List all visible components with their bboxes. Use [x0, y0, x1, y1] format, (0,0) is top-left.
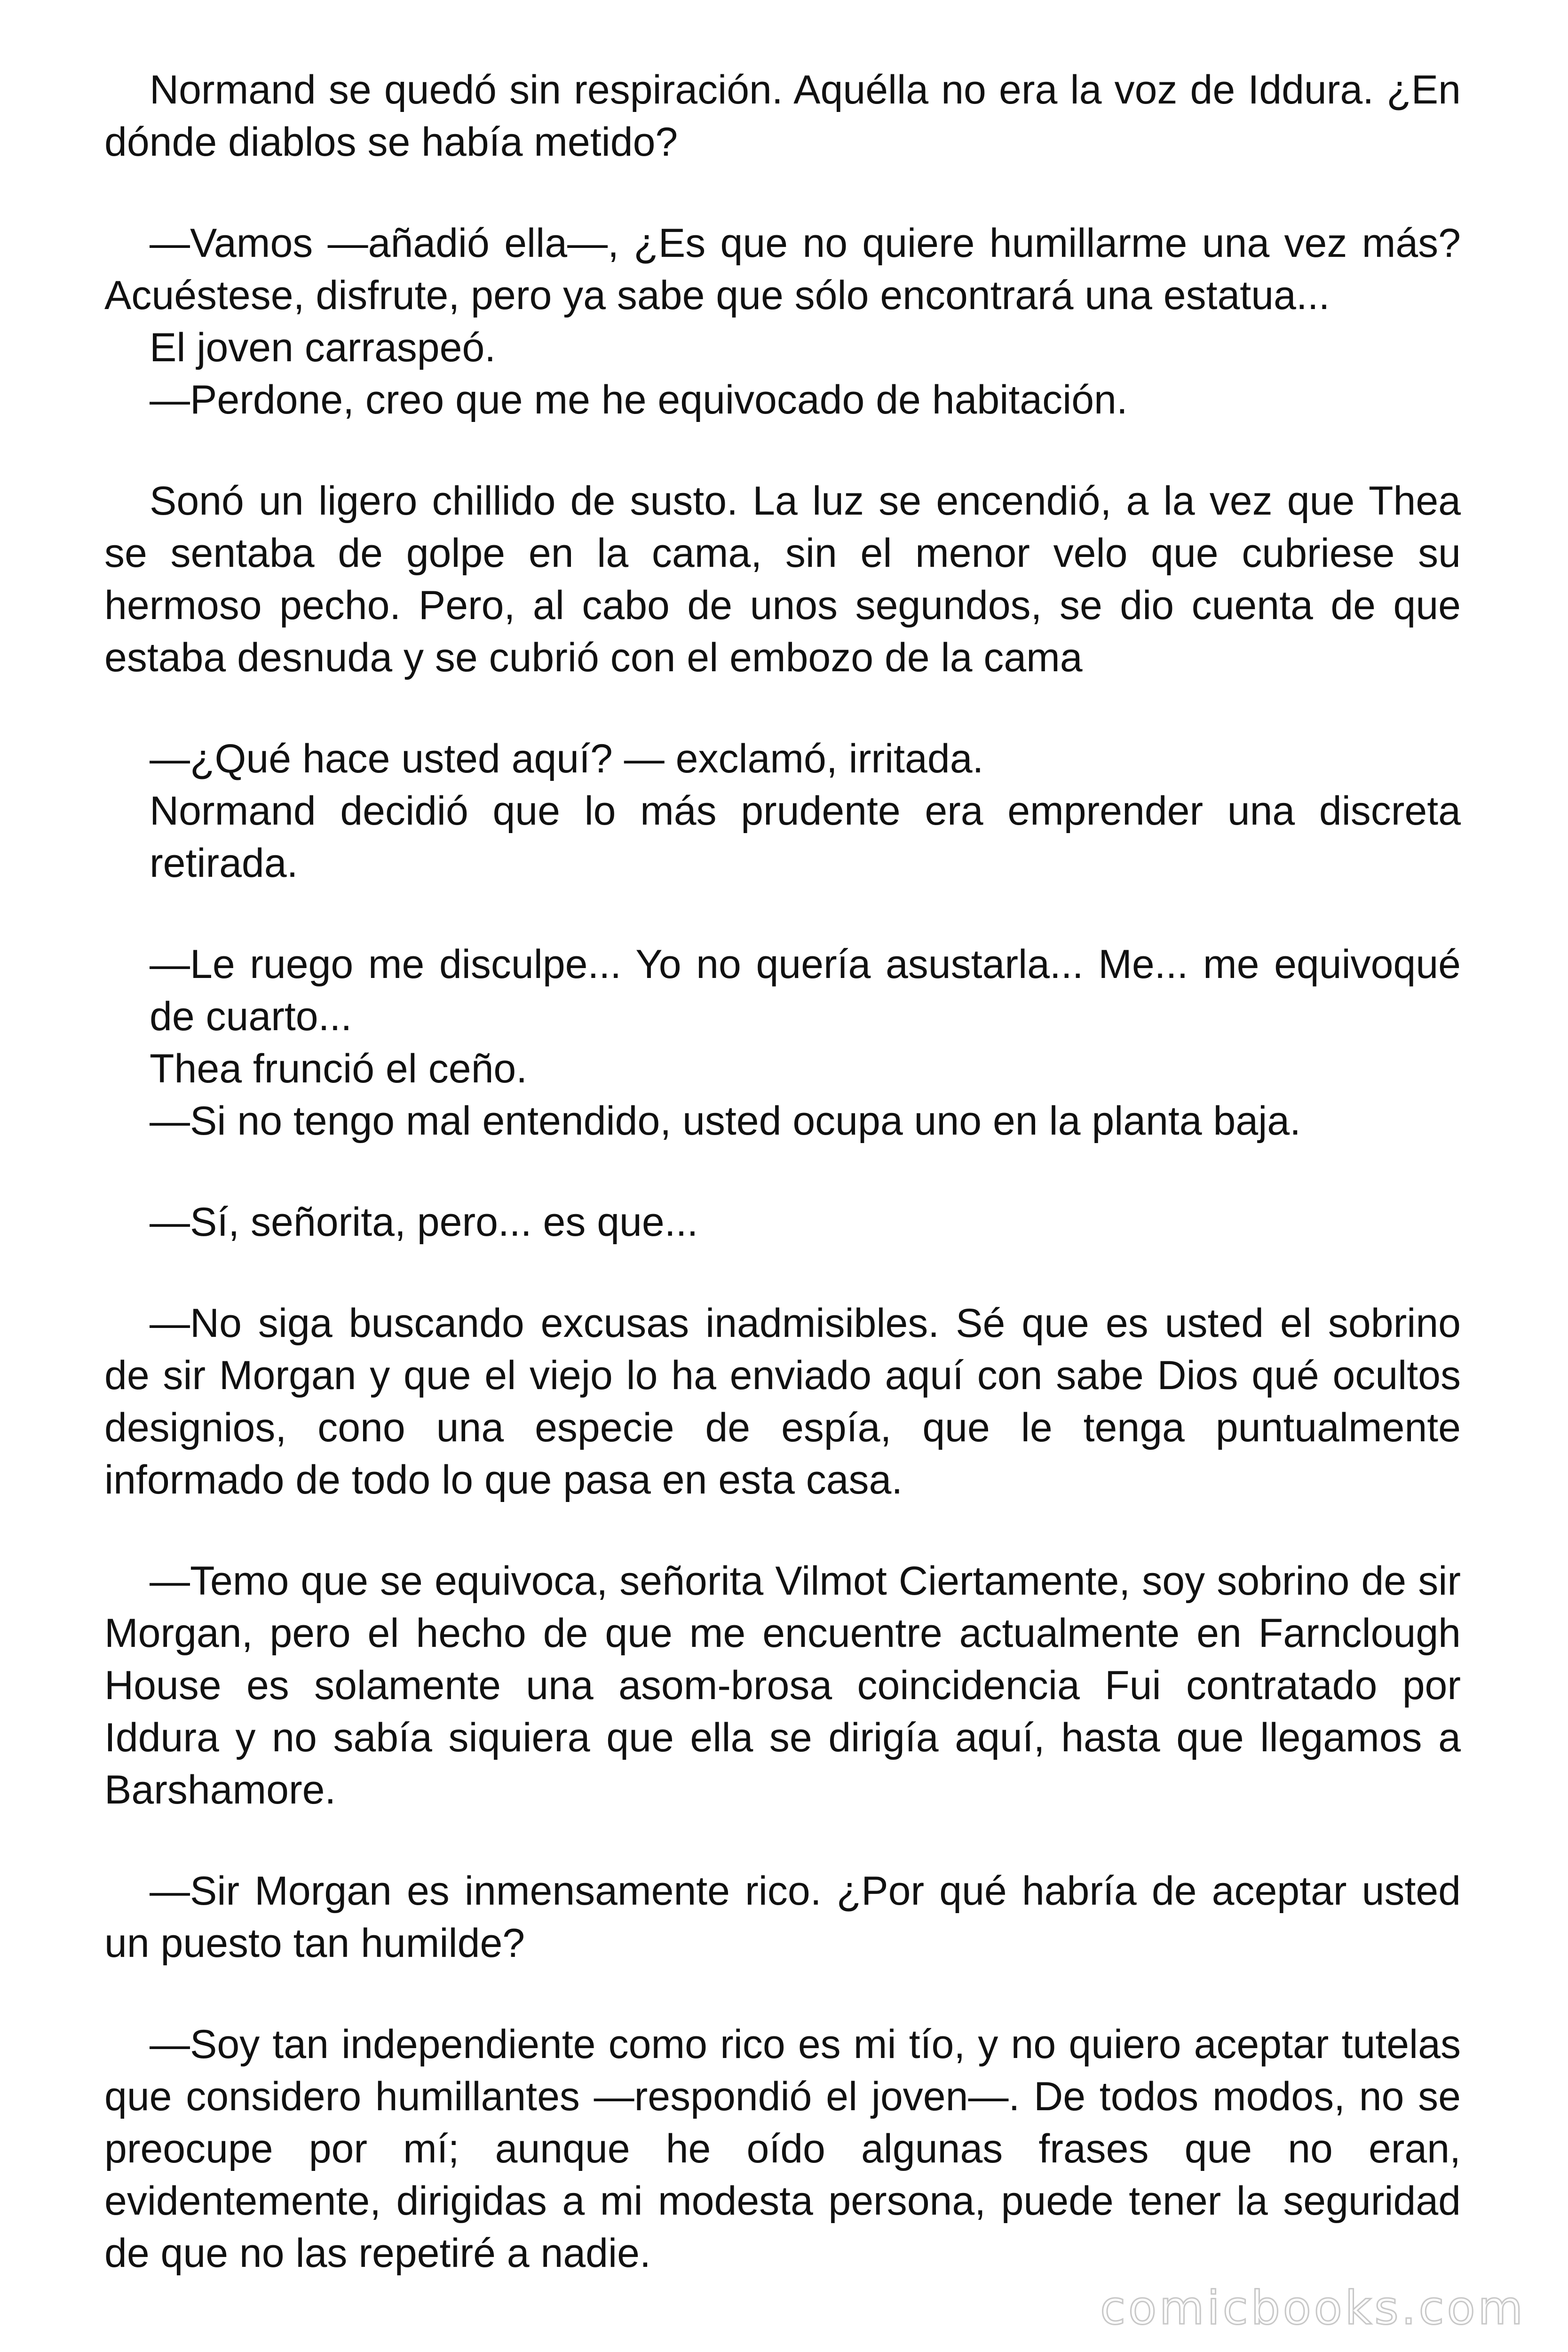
- paragraph: —Sí, señorita, pero... es que...: [150, 1200, 698, 1245]
- indented-block: [104, 733, 1461, 890]
- paragraph: —Le ruego me disculpe... Yo no quería asustarla... Me... me equivoqué de cuarto...: [150, 942, 1461, 1039]
- paragraph: Normand decidió que lo más prudente era emprender una discreta retirada.: [150, 788, 1461, 886]
- text-column: [104, 64, 1461, 2280]
- paragraph: —No siga buscando excusas inadmisibles. Sé que es usted el sobrino de sir Morgan y que el viejo lo ha enviado aquí con sabe Dios qué ocultos designios, cono una especie de espía, que le tenga puntualmente informado de todo lo que pasa en esta casa.: [104, 1301, 1461, 1502]
- paragraph: —¿Qué hace usted aquí? — exclamó, irritada.: [150, 736, 984, 781]
- paragraph: —Si no tengo mal entendido, usted ocupa uno en la planta baja.: [150, 1098, 1301, 1144]
- paragraph: —Sir Morgan es inmensamente rico. ¿Por qué habría de aceptar usted un puesto tan humilde?: [104, 1868, 1461, 1966]
- paragraph: El joven carraspeó.: [150, 325, 496, 370]
- paragraph: —Vamos —añadió ella—, ¿Es que no quiere humillarme una vez más? Acuéstese, disfrute, pero ya sabe que sólo encontrará una estatua...: [104, 221, 1461, 318]
- paragraph: —Perdone, creo que me he equivocado de habitación.: [150, 377, 1128, 422]
- indented-block: [104, 938, 1461, 1147]
- paragraph: —Soy tan independiente como rico es mi tío, y no quiero aceptar tutelas que considero humillantes —respondió el joven—. De todos modos, no se preocupe por mí; aunque he oído algunas frases que no eran, evidentemente, dirigidas a mi modesta persona, puede tener la seguridad de que no las repetiré a nadie.: [104, 2022, 1461, 2276]
- site-watermark: comicbooks.com: [1100, 2281, 1526, 2335]
- paragraph: Thea frunció el ceño.: [150, 1046, 528, 1091]
- paragraph: Normand se quedó sin respiración. Aquélla no era la voz de Iddura. ¿En dónde diablos se había metido?: [104, 67, 1461, 165]
- paragraph: Sonó un ligero chillido de susto. La luz se encendió, a la vez que Thea se sentaba de golpe en la cama, sin el menor velo que cubriese su hermoso pecho. Pero, al cabo de unos segundos, se dio cuenta de que estaba desnuda y se cubrió con el embozo de la cama: [104, 478, 1461, 680]
- paragraph: —Temo que se equivoca, señorita Vilmot Ciertamente, soy sobrino de sir Morgan, pero el hecho de que me encuentre actualmente en Farnclough House es solamente una asom-brosa coincidencia Fui contratado por Iddura y no sabía siquiera que ella se dirigía aquí, hasta que llegamos a Barshamore.: [104, 1558, 1461, 1812]
